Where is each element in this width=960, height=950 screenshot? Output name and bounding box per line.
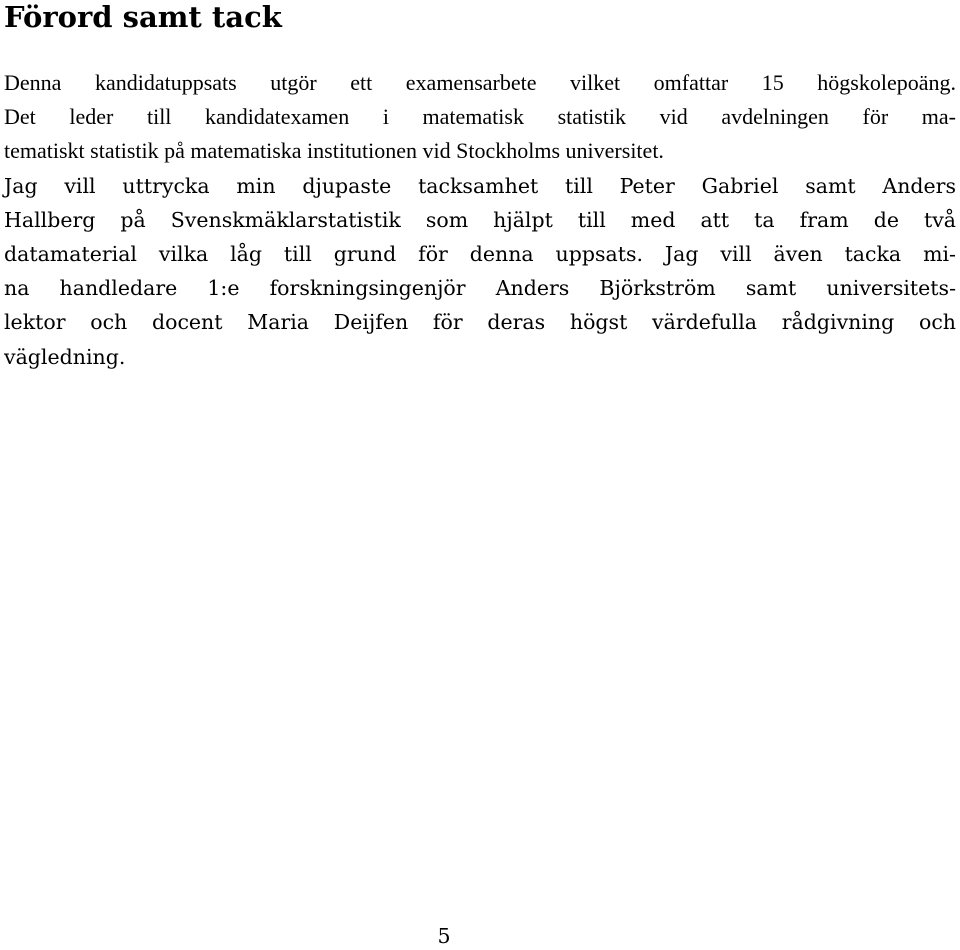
paragraph-line: Denna kandidatuppsats utgör ett examensarbete vilket omfattar 15 högskolepoäng. <box>4 70 956 95</box>
paragraph-line: Jag vill uttrycka min djupaste tacksamhet till Peter Gabriel samt Anders <box>4 173 956 198</box>
paragraph-line: datamaterial vilka låg till grund för denna uppsats. Jag vill även tacka mi- <box>4 241 956 266</box>
page-heading: Förord samt tack <box>4 0 282 34</box>
paragraph-line: Det leder till kandidatexamen i matematisk statistik vid avdelningen för ma- <box>4 104 956 130</box>
paragraph-line: lektor och docent Maria Deijfen för deras högst värdefulla rådgivning och <box>4 310 956 335</box>
acknowledgement-paragraph <box>4 66 956 374</box>
paragraph-line: vägledning. <box>4 344 126 369</box>
paragraph-line: tematiskt statistik på matematiska institutionen vid Stockholms universitet. <box>4 138 664 164</box>
page-number: 5 <box>437 924 451 948</box>
paragraph-line: na handledare 1:e forskningsingenjör Anders Björkström samt universitets- <box>4 276 956 301</box>
paragraph-line: Hallberg på Svenskmäklarstatistik som hjälpt till med att ta fram de två <box>4 207 956 232</box>
